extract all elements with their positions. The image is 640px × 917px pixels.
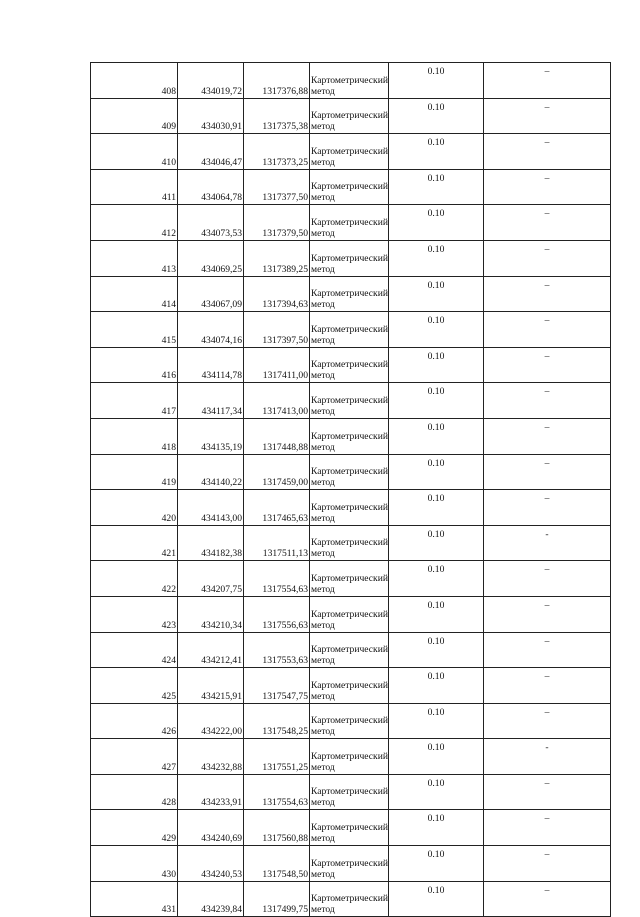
note-cell: – bbox=[484, 276, 611, 312]
point-number-cell: 421 bbox=[91, 525, 178, 561]
method-cell: Картометрический метод bbox=[310, 846, 389, 882]
x-coordinate-cell: 434207,75 bbox=[178, 561, 244, 597]
point-number-cell: 429 bbox=[91, 810, 178, 846]
accuracy-cell: 0.10 bbox=[389, 383, 484, 419]
y-coordinate-cell: 1317397,50 bbox=[244, 312, 310, 348]
accuracy-cell: 0.10 bbox=[389, 739, 484, 775]
x-coordinate-cell: 434222,00 bbox=[178, 703, 244, 739]
x-coordinate-cell: 434210,34 bbox=[178, 596, 244, 632]
accuracy-cell: 0.10 bbox=[389, 98, 484, 134]
point-number-cell: 426 bbox=[91, 703, 178, 739]
table-row bbox=[91, 774, 611, 810]
table-row bbox=[91, 703, 611, 739]
point-number-cell: 408 bbox=[91, 63, 178, 99]
coordinates-table-body bbox=[91, 63, 611, 917]
accuracy-cell: 0.10 bbox=[389, 347, 484, 383]
note-cell: – bbox=[484, 703, 611, 739]
note-cell: – bbox=[484, 632, 611, 668]
table-row bbox=[91, 312, 611, 348]
point-number-cell: 428 bbox=[91, 774, 178, 810]
method-cell: Картометрический метод bbox=[310, 240, 389, 276]
table-row bbox=[91, 810, 611, 846]
x-coordinate-cell: 434182,38 bbox=[178, 525, 244, 561]
x-coordinate-cell: 434069,25 bbox=[178, 240, 244, 276]
note-cell: – bbox=[484, 668, 611, 704]
table-row bbox=[91, 632, 611, 668]
y-coordinate-cell: 1317548,50 bbox=[244, 846, 310, 882]
y-coordinate-cell: 1317459,00 bbox=[244, 454, 310, 490]
table-row bbox=[91, 276, 611, 312]
y-coordinate-cell: 1317465,63 bbox=[244, 490, 310, 526]
x-coordinate-cell: 434046,47 bbox=[178, 134, 244, 170]
point-number-cell: 420 bbox=[91, 490, 178, 526]
method-cell: Картометрический метод bbox=[310, 739, 389, 775]
accuracy-cell: 0.10 bbox=[389, 63, 484, 99]
note-cell: - bbox=[484, 525, 611, 561]
table-row bbox=[91, 347, 611, 383]
point-number-cell: 425 bbox=[91, 668, 178, 704]
note-cell: – bbox=[484, 312, 611, 348]
point-number-cell: 412 bbox=[91, 205, 178, 241]
point-number-cell: 415 bbox=[91, 312, 178, 348]
method-cell: Картометрический метод bbox=[310, 63, 389, 99]
y-coordinate-cell: 1317379,50 bbox=[244, 205, 310, 241]
method-cell: Картометрический метод bbox=[310, 774, 389, 810]
point-number-cell: 416 bbox=[91, 347, 178, 383]
accuracy-cell: 0.10 bbox=[389, 490, 484, 526]
table-row bbox=[91, 525, 611, 561]
y-coordinate-cell: 1317394,63 bbox=[244, 276, 310, 312]
accuracy-cell: 0.10 bbox=[389, 774, 484, 810]
table-row bbox=[91, 205, 611, 241]
accuracy-cell: 0.10 bbox=[389, 276, 484, 312]
method-cell: Картометрический метод bbox=[310, 525, 389, 561]
point-number-cell: 424 bbox=[91, 632, 178, 668]
table-row bbox=[91, 561, 611, 597]
accuracy-cell: 0.10 bbox=[389, 169, 484, 205]
coordinates-table bbox=[90, 62, 611, 917]
y-coordinate-cell: 1317553,63 bbox=[244, 632, 310, 668]
y-coordinate-cell: 1317511,13 bbox=[244, 525, 310, 561]
point-number-cell: 417 bbox=[91, 383, 178, 419]
table-row bbox=[91, 63, 611, 99]
point-number-cell: 409 bbox=[91, 98, 178, 134]
note-cell: – bbox=[484, 98, 611, 134]
x-coordinate-cell: 434232,88 bbox=[178, 739, 244, 775]
x-coordinate-cell: 434233,91 bbox=[178, 774, 244, 810]
point-number-cell: 414 bbox=[91, 276, 178, 312]
method-cell: Картометрический метод bbox=[310, 810, 389, 846]
y-coordinate-cell: 1317556,63 bbox=[244, 596, 310, 632]
accuracy-cell: 0.10 bbox=[389, 632, 484, 668]
x-coordinate-cell: 434074,16 bbox=[178, 312, 244, 348]
y-coordinate-cell: 1317411,00 bbox=[244, 347, 310, 383]
note-cell: – bbox=[484, 561, 611, 597]
accuracy-cell: 0.10 bbox=[389, 134, 484, 170]
method-cell: Картометрический метод bbox=[310, 312, 389, 348]
x-coordinate-cell: 434140,22 bbox=[178, 454, 244, 490]
accuracy-cell: 0.10 bbox=[389, 454, 484, 490]
x-coordinate-cell: 434073,53 bbox=[178, 205, 244, 241]
table-row bbox=[91, 240, 611, 276]
table-row bbox=[91, 846, 611, 882]
accuracy-cell: 0.10 bbox=[389, 703, 484, 739]
y-coordinate-cell: 1317554,63 bbox=[244, 561, 310, 597]
y-coordinate-cell: 1317413,00 bbox=[244, 383, 310, 419]
note-cell: – bbox=[484, 240, 611, 276]
note-cell: – bbox=[484, 169, 611, 205]
x-coordinate-cell: 434067,09 bbox=[178, 276, 244, 312]
y-coordinate-cell: 1317389,25 bbox=[244, 240, 310, 276]
method-cell: Картометрический метод bbox=[310, 881, 389, 917]
table-row bbox=[91, 418, 611, 454]
note-cell: – bbox=[484, 596, 611, 632]
x-coordinate-cell: 434019,72 bbox=[178, 63, 244, 99]
accuracy-cell: 0.10 bbox=[389, 810, 484, 846]
point-number-cell: 413 bbox=[91, 240, 178, 276]
method-cell: Картометрический метод bbox=[310, 703, 389, 739]
table-row bbox=[91, 668, 611, 704]
x-coordinate-cell: 434030,91 bbox=[178, 98, 244, 134]
method-cell: Картометрический метод bbox=[310, 98, 389, 134]
point-number-cell: 427 bbox=[91, 739, 178, 775]
table-row bbox=[91, 881, 611, 917]
point-number-cell: 410 bbox=[91, 134, 178, 170]
note-cell: – bbox=[484, 418, 611, 454]
y-coordinate-cell: 1317499,75 bbox=[244, 881, 310, 917]
table-row bbox=[91, 596, 611, 632]
method-cell: Картометрический метод bbox=[310, 561, 389, 597]
method-cell: Картометрический метод bbox=[310, 668, 389, 704]
point-number-cell: 418 bbox=[91, 418, 178, 454]
point-number-cell: 419 bbox=[91, 454, 178, 490]
table-row bbox=[91, 169, 611, 205]
method-cell: Картометрический метод bbox=[310, 632, 389, 668]
table-row bbox=[91, 98, 611, 134]
accuracy-cell: 0.10 bbox=[389, 561, 484, 597]
x-coordinate-cell: 434240,69 bbox=[178, 810, 244, 846]
y-coordinate-cell: 1317560,88 bbox=[244, 810, 310, 846]
accuracy-cell: 0.10 bbox=[389, 668, 484, 704]
method-cell: Картометрический метод bbox=[310, 205, 389, 241]
accuracy-cell: 0.10 bbox=[389, 525, 484, 561]
note-cell: – bbox=[484, 134, 611, 170]
note-cell: – bbox=[484, 205, 611, 241]
note-cell: – bbox=[484, 63, 611, 99]
accuracy-cell: 0.10 bbox=[389, 205, 484, 241]
x-coordinate-cell: 434215,91 bbox=[178, 668, 244, 704]
x-coordinate-cell: 434117,34 bbox=[178, 383, 244, 419]
accuracy-cell: 0.10 bbox=[389, 240, 484, 276]
table-row bbox=[91, 490, 611, 526]
x-coordinate-cell: 434212,41 bbox=[178, 632, 244, 668]
x-coordinate-cell: 434143,00 bbox=[178, 490, 244, 526]
x-coordinate-cell: 434240,53 bbox=[178, 846, 244, 882]
y-coordinate-cell: 1317547,75 bbox=[244, 668, 310, 704]
method-cell: Картометрический метод bbox=[310, 347, 389, 383]
accuracy-cell: 0.10 bbox=[389, 596, 484, 632]
point-number-cell: 422 bbox=[91, 561, 178, 597]
point-number-cell: 431 bbox=[91, 881, 178, 917]
y-coordinate-cell: 1317375,38 bbox=[244, 98, 310, 134]
x-coordinate-cell: 434239,84 bbox=[178, 881, 244, 917]
y-coordinate-cell: 1317373,25 bbox=[244, 134, 310, 170]
x-coordinate-cell: 434114,78 bbox=[178, 347, 244, 383]
table-row bbox=[91, 383, 611, 419]
accuracy-cell: 0.10 bbox=[389, 312, 484, 348]
note-cell: – bbox=[484, 810, 611, 846]
accuracy-cell: 0.10 bbox=[389, 846, 484, 882]
table-row bbox=[91, 454, 611, 490]
y-coordinate-cell: 1317551,25 bbox=[244, 739, 310, 775]
note-cell: - bbox=[484, 739, 611, 775]
note-cell: – bbox=[484, 881, 611, 917]
method-cell: Картометрический метод bbox=[310, 490, 389, 526]
method-cell: Картометрический метод bbox=[310, 418, 389, 454]
x-coordinate-cell: 434064,78 bbox=[178, 169, 244, 205]
y-coordinate-cell: 1317548,25 bbox=[244, 703, 310, 739]
method-cell: Картометрический метод bbox=[310, 596, 389, 632]
method-cell: Картометрический метод bbox=[310, 276, 389, 312]
note-cell: – bbox=[484, 774, 611, 810]
y-coordinate-cell: 1317377,50 bbox=[244, 169, 310, 205]
method-cell: Картометрический метод bbox=[310, 134, 389, 170]
note-cell: – bbox=[484, 347, 611, 383]
method-cell: Картометрический метод bbox=[310, 169, 389, 205]
method-cell: Картометрический метод bbox=[310, 454, 389, 490]
method-cell: Картометрический метод bbox=[310, 383, 389, 419]
point-number-cell: 423 bbox=[91, 596, 178, 632]
y-coordinate-cell: 1317554,63 bbox=[244, 774, 310, 810]
note-cell: – bbox=[484, 846, 611, 882]
table-row bbox=[91, 739, 611, 775]
note-cell: – bbox=[484, 454, 611, 490]
point-number-cell: 430 bbox=[91, 846, 178, 882]
table-row bbox=[91, 134, 611, 170]
note-cell: – bbox=[484, 383, 611, 419]
accuracy-cell: 0.10 bbox=[389, 418, 484, 454]
y-coordinate-cell: 1317376,88 bbox=[244, 63, 310, 99]
y-coordinate-cell: 1317448,88 bbox=[244, 418, 310, 454]
note-cell: – bbox=[484, 490, 611, 526]
x-coordinate-cell: 434135,19 bbox=[178, 418, 244, 454]
point-number-cell: 411 bbox=[91, 169, 178, 205]
accuracy-cell: 0.10 bbox=[389, 881, 484, 917]
